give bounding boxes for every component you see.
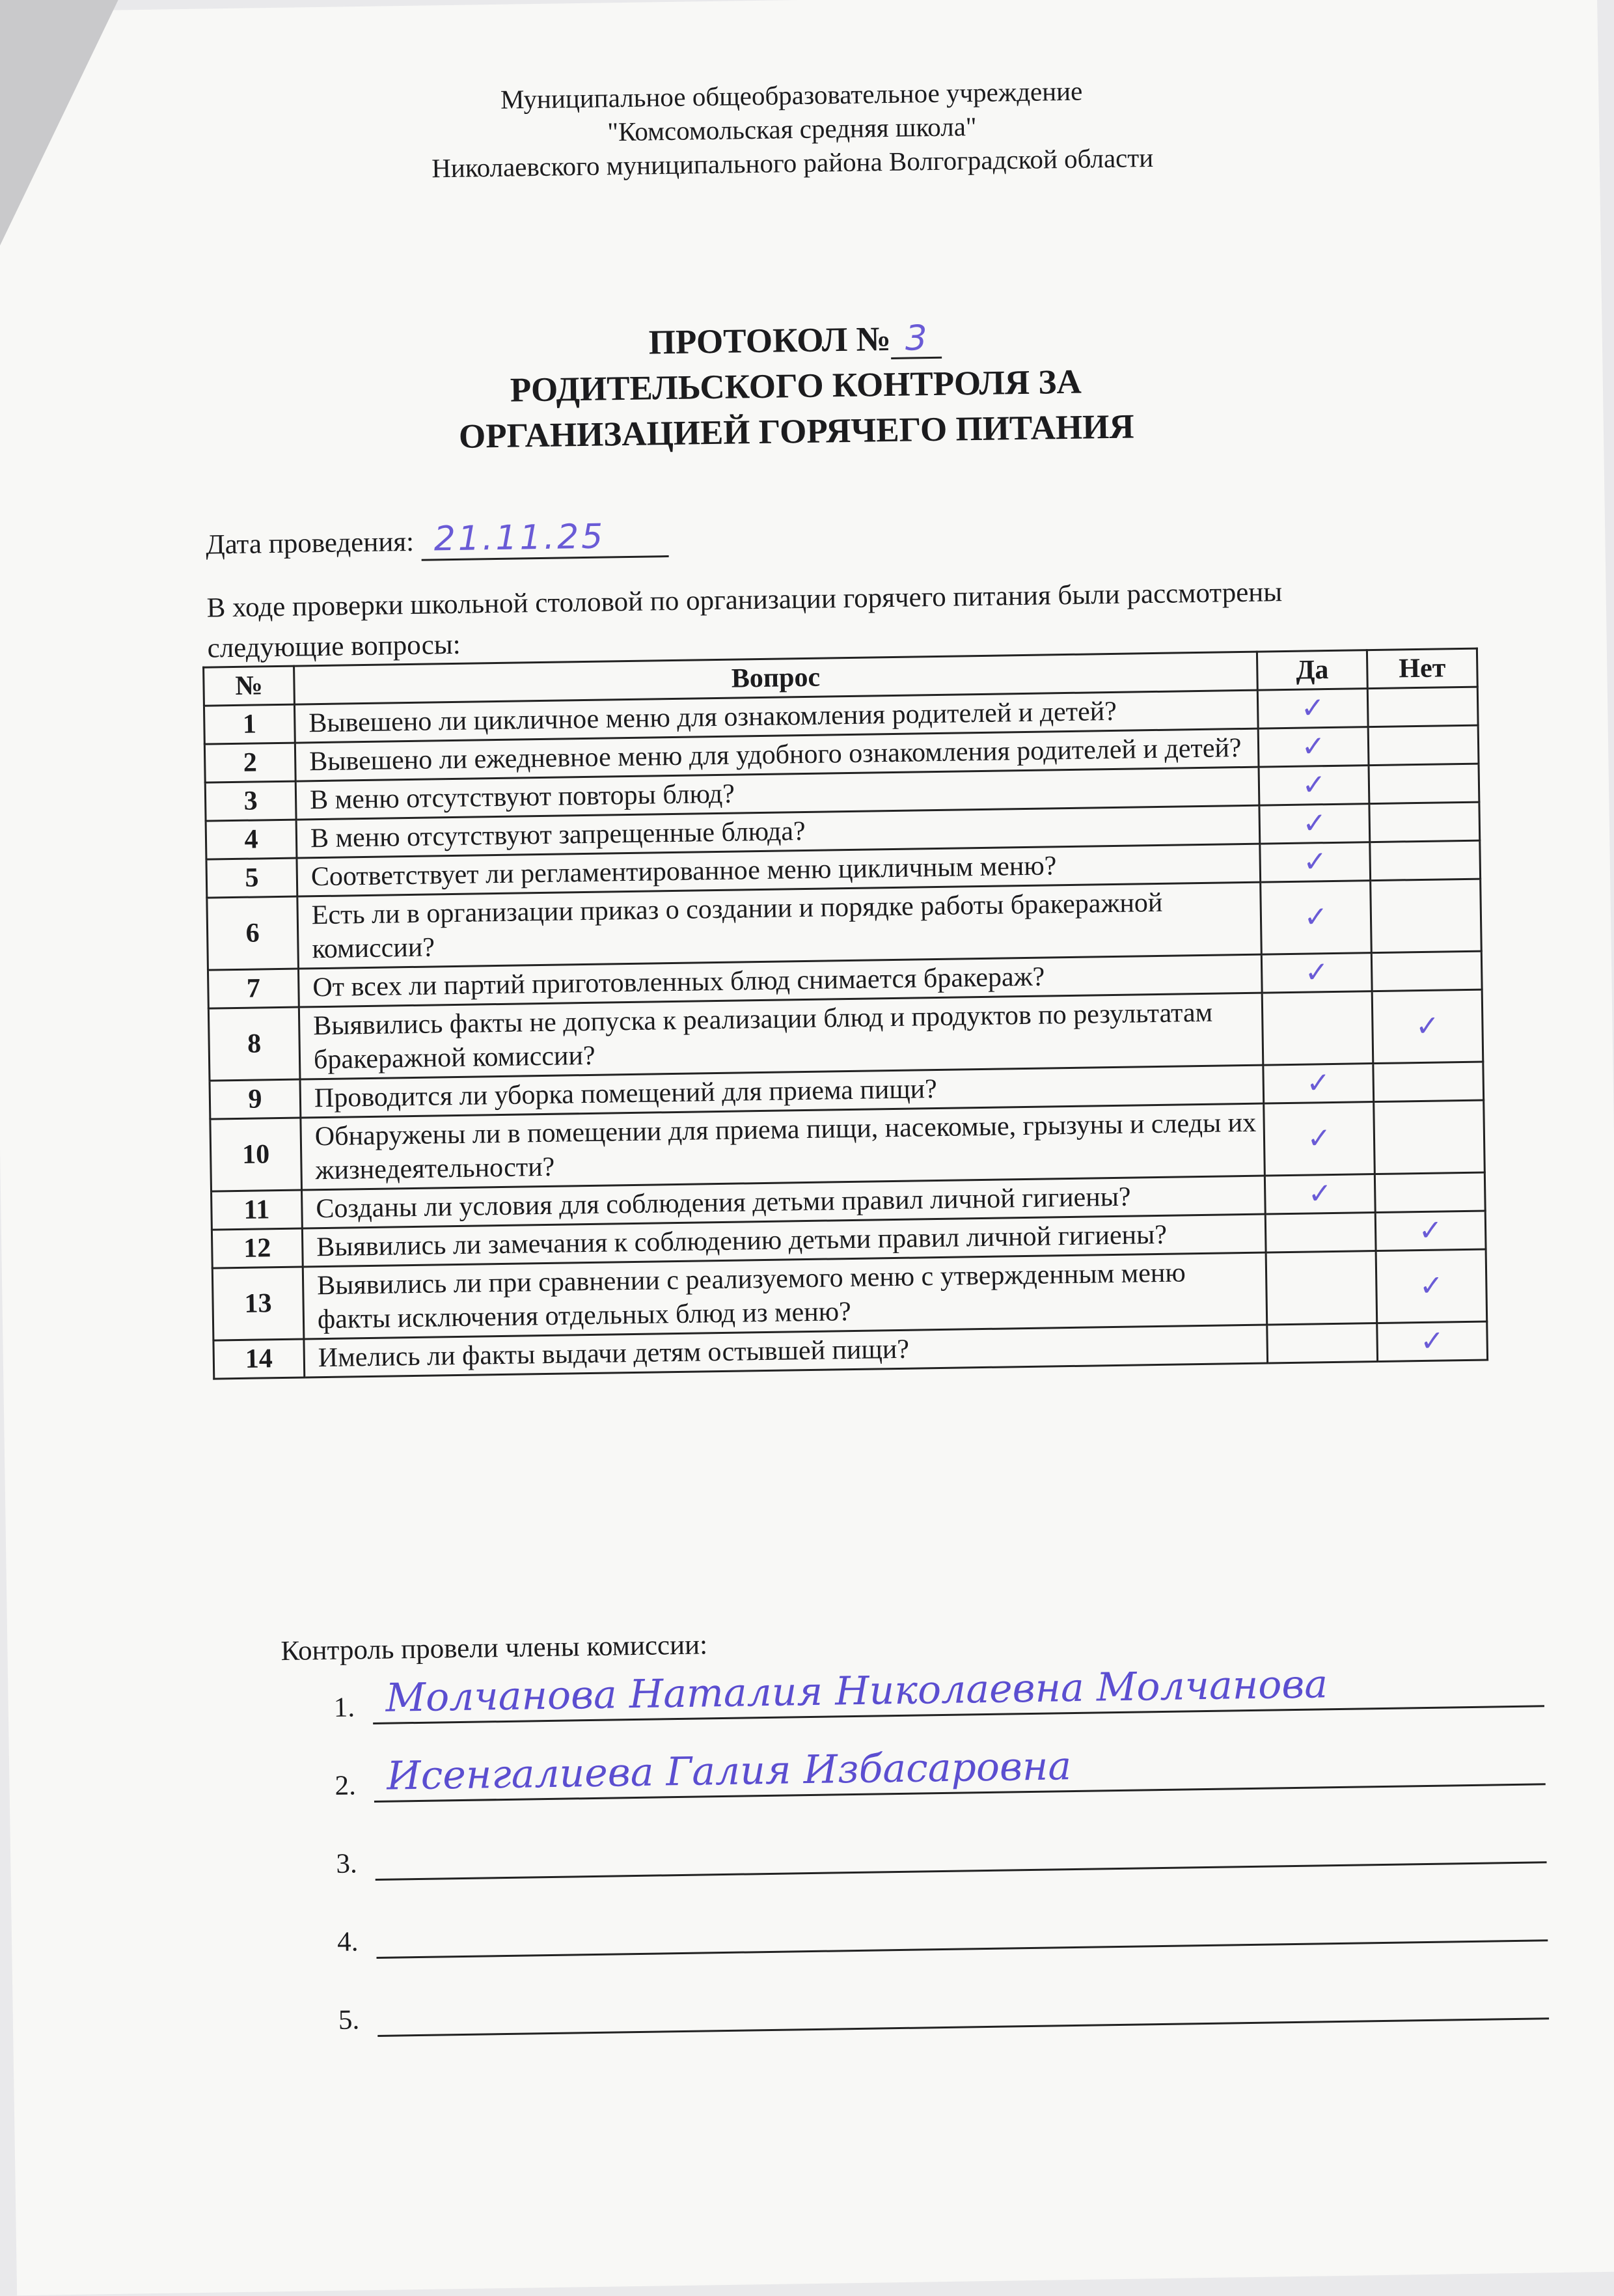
date-value: 21.11.25 xyxy=(420,516,668,561)
row-number: 14 xyxy=(213,1339,305,1379)
row-number: 10 xyxy=(210,1118,302,1191)
row-number: 5 xyxy=(206,858,297,898)
row-question: Вывешено ли цикличное меню для ознакомления родителей и детей? xyxy=(294,690,1258,743)
row-yes-mark xyxy=(1262,991,1373,1065)
row-question: От всех ли партий приготовленных блюд снимается бракераж? xyxy=(298,954,1262,1007)
row-number: 4 xyxy=(206,820,297,859)
row-yes-mark xyxy=(1265,1213,1376,1253)
title-prefix: ПРОТОКОЛ № xyxy=(648,320,892,362)
row-no-mark xyxy=(1374,1100,1485,1174)
row-question: Созданы ли условия для соблюдения детьми правил личной гигиены? xyxy=(302,1176,1266,1228)
member-number: 1. xyxy=(333,1692,355,1723)
member-signature: Исенгалиева Галия Избасаровна xyxy=(386,1743,1072,1799)
row-yes-mark: ✓ xyxy=(1258,727,1369,768)
row-yes-mark: ✓ xyxy=(1265,1174,1375,1215)
row-yes-mark: ✓ xyxy=(1264,1102,1375,1176)
header-line-1: Муниципальное общеобразовательное учреждение xyxy=(500,76,1083,115)
row-question: Есть ли в организации приказ о создании и порядке работы бракеражной комиссии? xyxy=(297,882,1261,969)
commission-members xyxy=(333,1662,1550,2071)
title-line-2: РОДИТЕЛЬСКОГО КОНТРОЛЯ ЗА xyxy=(510,363,1082,409)
row-no-mark xyxy=(1368,725,1479,766)
row-number: 3 xyxy=(205,781,296,821)
row-number: 11 xyxy=(212,1190,303,1230)
col-yes-header: Да xyxy=(1257,650,1367,691)
row-question: Вывешено ли ежедневное меню для удобного ознакомления родителей и детей? xyxy=(295,728,1259,781)
signature-line xyxy=(377,2017,1549,2037)
member-number: 4. xyxy=(336,1926,359,1957)
row-yes-mark: ✓ xyxy=(1260,842,1371,883)
header-line-2: "Комсомольская средняя школа" xyxy=(607,111,977,147)
row-no-mark xyxy=(1371,879,1482,952)
date-label: Дата проведения: xyxy=(205,526,415,560)
document-title xyxy=(0,306,1604,467)
row-no-mark: ✓ xyxy=(1376,1249,1487,1323)
row-question: Обнаружены ли в помещении для приема пищи, насекомые, грызуны и следы их жизнедеятельности? xyxy=(301,1103,1265,1190)
date-row xyxy=(206,516,668,564)
intro-text: В ходе проверки школьной столовой по организации горячего питания были рассмотрены следующие вопросы: xyxy=(206,577,1283,664)
row-question: Выявились факты не допуска к реализации блюд и продуктов по результатам бракеражной комиссии? xyxy=(299,993,1263,1079)
row-number: 2 xyxy=(204,743,295,782)
row-question: Выявились ли замечания к соблюдению детьми правил личной гигиены? xyxy=(302,1214,1266,1267)
row-number: 7 xyxy=(208,969,299,1008)
row-yes-mark: ✓ xyxy=(1263,1064,1374,1104)
row-no-mark xyxy=(1370,840,1481,881)
row-number: 6 xyxy=(207,896,299,970)
questions-body xyxy=(204,687,1487,1379)
row-yes-mark xyxy=(1266,1251,1377,1325)
row-yes-mark xyxy=(1267,1323,1378,1364)
row-yes-mark: ✓ xyxy=(1261,881,1372,954)
member-number: 5. xyxy=(338,2004,360,2036)
row-yes-mark: ✓ xyxy=(1261,953,1372,993)
row-number: 13 xyxy=(212,1267,304,1340)
row-no-mark: ✓ xyxy=(1375,1211,1486,1251)
row-no-mark xyxy=(1373,1062,1484,1102)
header-line-3: Николаевского муниципального района Волгоградской области xyxy=(431,142,1154,184)
row-no-mark: ✓ xyxy=(1377,1321,1488,1362)
row-question: В меню отсутствуют повторы блюд? xyxy=(295,767,1259,820)
row-question: Соответствует ли регламентированное меню цикличным меню? xyxy=(297,844,1261,896)
title-line-3: ОРГАНИЗАЦИЕЙ ГОРЯЧЕГО ПИТАНИЯ xyxy=(458,408,1135,456)
member-signature: Молчанова Наталия Николаевна Молчанова xyxy=(385,1661,1328,1721)
row-no-mark: ✓ xyxy=(1372,989,1483,1063)
questions-table xyxy=(202,648,1488,1380)
commission-label: Контроль провели члены комиссии: xyxy=(280,1629,708,1667)
signature-line xyxy=(376,1939,1548,1959)
row-no-mark xyxy=(1371,951,1482,991)
row-yes-mark: ✓ xyxy=(1259,804,1370,844)
col-no-header: Нет xyxy=(1367,648,1477,689)
row-question: Имелись ли факты выдачи детям остывшей пищи? xyxy=(304,1325,1268,1377)
row-question: Выявились ли при сравнении с реализуемого меню с утвержденным меню факты исключения отдельных блюд из меню? xyxy=(303,1252,1266,1339)
row-no-mark xyxy=(1369,764,1479,804)
row-yes-mark: ✓ xyxy=(1257,689,1368,729)
signature-line xyxy=(376,1861,1547,1881)
row-no-mark xyxy=(1369,802,1480,842)
protocol-number: 3 xyxy=(890,320,942,359)
row-number: 8 xyxy=(208,1007,300,1081)
row-number: 1 xyxy=(204,704,295,744)
row-no-mark xyxy=(1367,687,1478,727)
member-number: 2. xyxy=(335,1770,357,1801)
col-num-header: № xyxy=(204,666,295,706)
row-yes-mark: ✓ xyxy=(1259,766,1369,806)
row-question: Проводится ли уборка помещений для приема пищи? xyxy=(300,1065,1264,1118)
col-question-header: Вопрос xyxy=(294,652,1258,704)
row-number: 9 xyxy=(210,1079,301,1119)
row-question: В меню отсутствуют запрещенные блюда? xyxy=(296,805,1260,858)
row-no-mark xyxy=(1375,1172,1485,1213)
row-number: 12 xyxy=(212,1228,303,1268)
school-header xyxy=(0,66,1600,192)
member-number: 3. xyxy=(336,1848,357,1879)
